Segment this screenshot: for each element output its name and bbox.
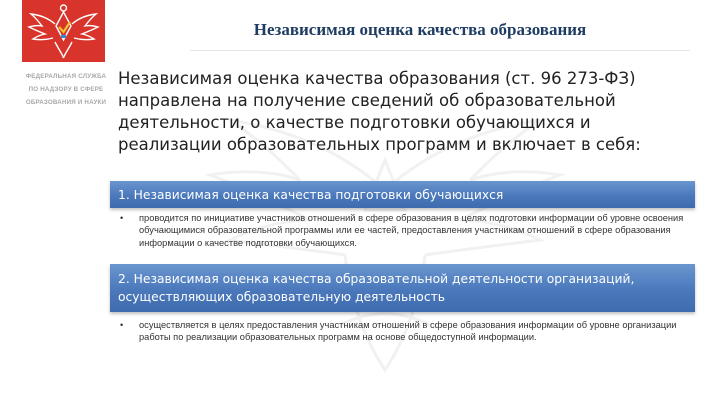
- emblem-icon: [22, 0, 105, 62]
- bullet-text: осуществляется в целях предоставления участникам отношений в сфере образования информации об уровне организации работы по реализации образовательных программ на основе общедоступной информации.: [139, 320, 677, 343]
- title-divider: [190, 50, 690, 51]
- section-bullet-1: [120, 212, 698, 249]
- bullet-text: проводится по инициативе участников отношений в сфере образования в целях подготовки информации об уровне освоения обучающимися образовательной программы или ее частей, предоставления участникам отношений в сфере образования информации о качестве подготовки обучающихся.: [139, 213, 684, 248]
- section-heading-2: 2. Независимая оценка качества образовательной деятельности организаций, осуществляющих образовательную деятельность: [110, 264, 695, 312]
- logo: [22, 0, 105, 62]
- agency-line: ОБРАЗОВАНИЯ И НАУКИ: [25, 99, 107, 106]
- section-bullet-2: [120, 319, 698, 344]
- agency-line: ФЕДЕРАЛЬНАЯ СЛУЖБА: [25, 73, 107, 80]
- bullet-icon: •: [120, 213, 124, 223]
- agency-line: ПО НАДЗОРУ В СФЕРЕ: [28, 86, 104, 93]
- agency-name: [22, 70, 110, 109]
- intro-paragraph: Независимая оценка качества образования (ст. 96 273-ФЗ) направлена на получение сведений об образовательной деятельности, о качестве подготовки обучающихся и реализации образовательных программ и включает в себя:: [118, 69, 641, 154]
- bullet-icon: •: [120, 320, 124, 330]
- section-heading-1: 1. Независимая оценка качества подготовки обучающихся: [110, 181, 695, 208]
- page-title: Независимая оценка качества образования: [253, 20, 587, 39]
